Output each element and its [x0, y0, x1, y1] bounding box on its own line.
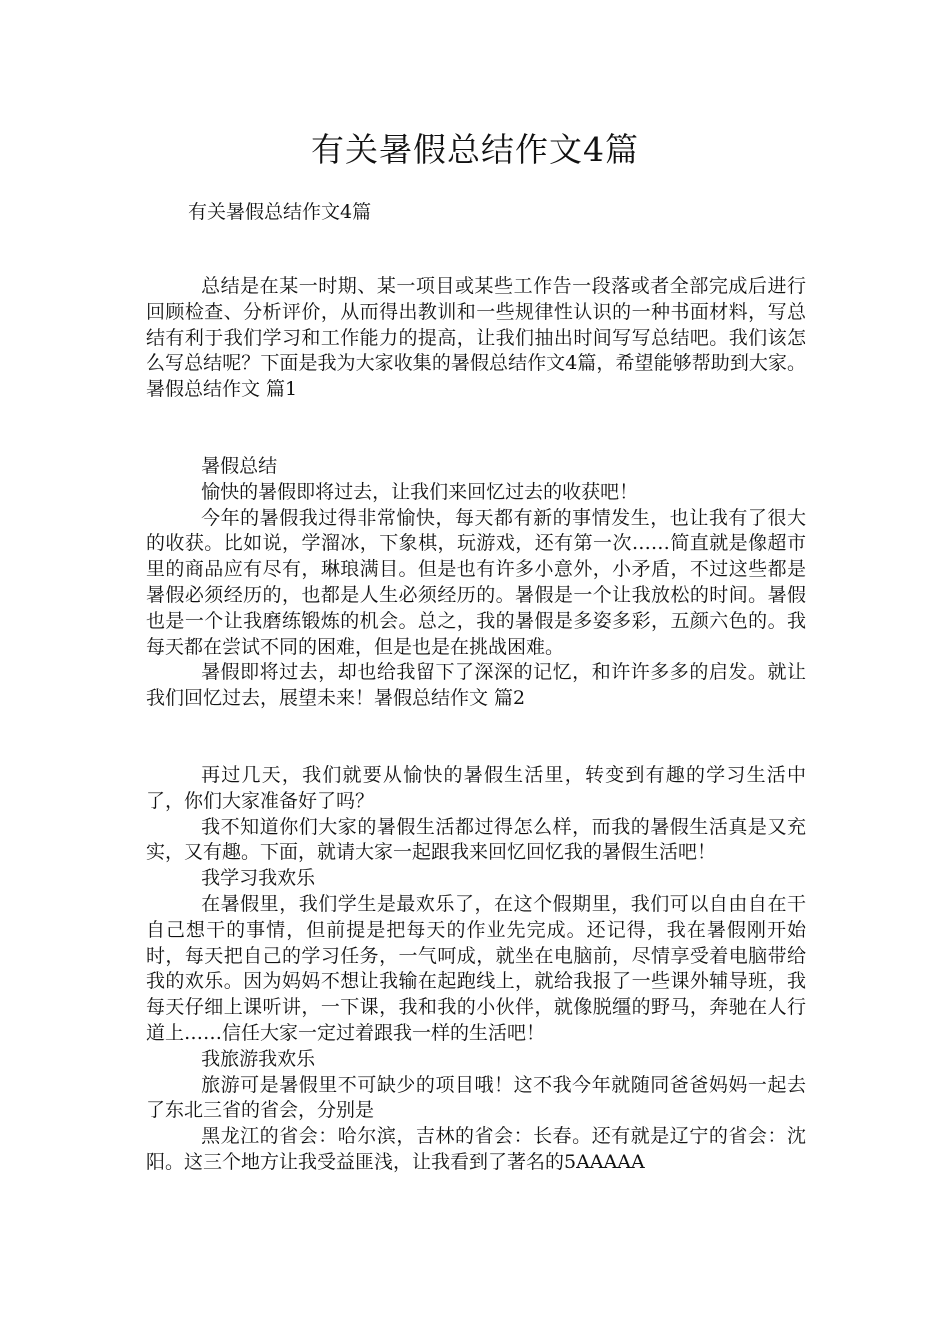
- document-subtitle: 有关暑假总结作文4篇: [188, 201, 372, 223]
- document-body: [146, 274, 806, 1176]
- document-title: 有关暑假总结作文4篇: [311, 130, 639, 169]
- paragraph: 我不知道你们大家的暑假生活都过得怎么样，而我的暑假生活真是又充实，又有趣。下面，就请大家一起跟我来回忆回忆我的暑假生活吧！: [146, 815, 806, 864]
- paragraph: 愉快的暑假即将过去，让我们来回忆过去的收获吧！: [201, 480, 639, 503]
- paragraph: 旅游可是暑假里不可缺少的项目哦！这不我今年就随同爸爸妈妈一起去了东北三省的省会，分别是: [146, 1073, 806, 1122]
- paragraph-heading-travel: 我旅游我欢乐: [201, 1047, 316, 1070]
- paragraph-heading-study: 我学习我欢乐: [201, 867, 316, 890]
- paragraph: 在暑假里，我们学生是最欢乐了，在这个假期里，我们可以自由自在干自己想干的事情，但前提是把每天的作业先完成。还记得，我在暑假刚开始时，每天把自己的学习任务，一气呵成，就坐在电脑前，尽情享受着电脑带给我的欢乐。因为妈妈不想让我输在起跑线上，就给我报了一些课外辅导班，我每天仔细上课听讲，一下课，我和我的小伙伴，就像脱缰的野马，奔驰在人行道上……信任大家一定过着跟我一样的生活吧！: [146, 892, 806, 1044]
- paragraph-heading-summary: 暑假总结: [201, 454, 278, 477]
- paragraph: 黑龙江的省会：哈尔滨，吉林的省会：长春。还有就是辽宁的省会：沈阳。这三个地方让我受益匪浅，让我看到了著名的5AAAAA: [146, 1125, 806, 1173]
- paragraph: 再过几天，我们就要从愉快的暑假生活里，转变到有趣的学习生活中了，你们大家准备好了吗？: [146, 763, 806, 812]
- paragraph-intro: 总结是在某一时期、某一项目或某些工作告一段落或者全部完成后进行回顾检查、分析评价，从而得出教训和一些规律性认识的一种书面材料，写总结有利于我们学习和工作能力的提高，让我们抽出时间写写总结吧。我们该怎么写总结呢？下面是我为大家收集的暑假总结作文4篇，希望能够帮助到大家。暑假总结作文 篇1: [146, 275, 806, 401]
- paragraph: 今年的暑假我过得非常愉快，每天都有新的事情发生，也让我有了很大的收获。比如说，学溜冰，下象棋，玩游戏，还有第一次……简直就是像超市里的商品应有尽有，琳琅满目。但是也有许多小意外，小矛盾，不过这些都是暑假必须经历的，也都是人生必须经历的。暑假是一个让我放松的时间。暑假也是一个让我磨练锻炼的机会。总之，我的暑假是多姿多彩，五颜六色的。我每天都在尝试不同的困难，但是也是在挑战困难。: [146, 506, 806, 658]
- paragraph: 暑假即将过去，却也给我留下了深深的记忆，和许许多多的启发。就让我们回忆过去，展望未来！暑假总结作文 篇2: [146, 661, 806, 710]
